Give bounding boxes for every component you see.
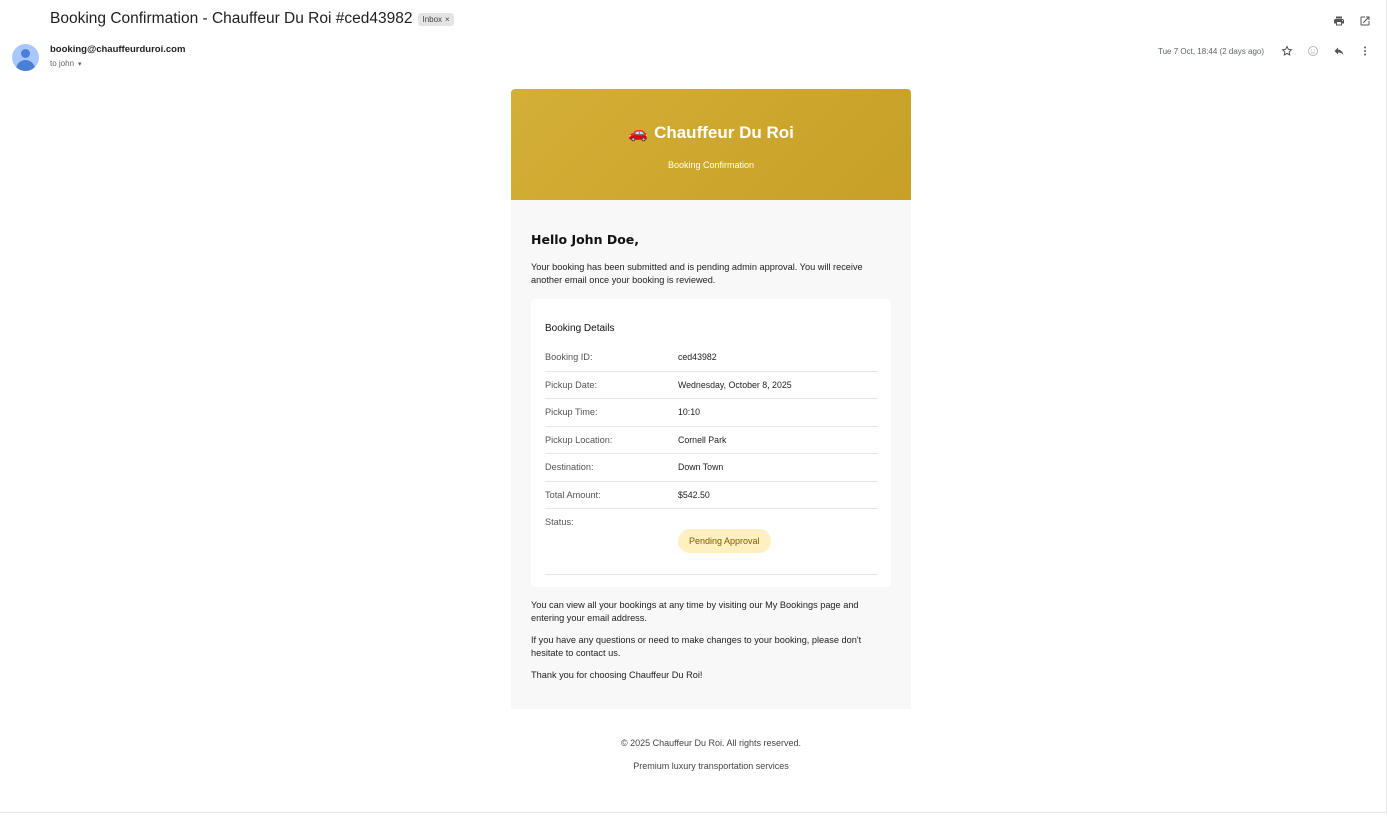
detail-row-destination: [545, 454, 878, 482]
booking-details-title: Booking Details: [545, 323, 615, 334]
emoji-icon[interactable]: [1306, 44, 1320, 58]
detail-value: ced43982: [678, 352, 717, 363]
tagline-text: Premium luxury transportation services: [633, 761, 789, 771]
open-in-new-window-icon[interactable]: [1358, 14, 1372, 28]
detail-label: Pickup Date:: [545, 379, 598, 390]
chevron-down-icon[interactable]: ▾: [78, 60, 82, 68]
recipient-text: to john: [50, 59, 75, 68]
top-actions: [1332, 14, 1372, 28]
bookings-info-paragraph: You can view all your bookings at any time by visiting our My Bookings page and entering your email address.: [531, 600, 859, 623]
detail-label: Destination:: [545, 462, 594, 473]
intro-paragraph: Your booking has been submitted and is pending admin approval. You will receive another email once your booking is reviewed.: [531, 262, 863, 285]
detail-label: Pickup Location:: [545, 434, 613, 445]
reply-icon[interactable]: [1332, 44, 1346, 58]
avatar-head: [21, 49, 30, 58]
detail-label: Pickup Time:: [545, 407, 598, 418]
detail-row-pickup-time: [545, 399, 878, 427]
brand-name: Chauffeur Du Roi: [654, 123, 794, 142]
contact-paragraph: If you have any questions or need to make changes to your booking, please don't hesitate to contact us.: [531, 635, 862, 658]
message-meta: [1158, 44, 1372, 58]
sender-email[interactable]: booking@chauffeurduroi.com: [50, 44, 186, 55]
brand-banner: [511, 89, 911, 200]
detail-value: Wednesday, October 8, 2025: [678, 379, 792, 390]
label-text: Inbox: [422, 14, 443, 24]
detail-label: Status:: [545, 517, 574, 527]
greeting: Hello John Doe,: [531, 232, 640, 247]
remove-label-icon[interactable]: ×: [445, 14, 450, 24]
detail-label: Booking ID:: [545, 352, 593, 363]
detail-value: Down Town: [678, 462, 724, 473]
detail-row-pickup-location: [545, 427, 878, 455]
booking-details-panel: [531, 299, 891, 587]
detail-row-status: [545, 509, 878, 575]
email-subject: Booking Confirmation - Chauffeur Du Roi #ced43982: [50, 10, 413, 27]
status-badge: Pending Approval: [678, 529, 771, 553]
detail-row-total-amount: [545, 482, 878, 510]
thanks-paragraph: Thank you for choosing Chauffeur Du Roi!: [531, 670, 703, 680]
recipient-row[interactable]: [50, 59, 82, 68]
car-icon: 🚗: [628, 125, 649, 142]
star-icon[interactable]: [1280, 44, 1294, 58]
email-body-card: [511, 89, 911, 709]
copyright-text: © 2025 Chauffeur Du Roi. All rights reserved.: [620, 738, 802, 748]
print-icon[interactable]: [1332, 14, 1346, 28]
email-footer: [511, 738, 911, 784]
brand-title: [511, 89, 911, 143]
detail-label: Total Amount:: [545, 489, 601, 500]
subject-row: [50, 10, 454, 28]
detail-value: Cornell Park: [678, 434, 727, 445]
detail-value: 10:10: [678, 407, 701, 418]
more-vert-icon[interactable]: [1358, 44, 1372, 58]
detail-row-booking-id: [545, 344, 878, 372]
detail-value: $542.50: [678, 489, 710, 500]
banner-subtitle: Booking Confirmation: [667, 160, 755, 170]
sender-avatar[interactable]: [12, 44, 39, 71]
inbox-label-chip[interactable]: [418, 13, 453, 26]
email-content: [511, 200, 911, 709]
email-date: Tue 7 Oct, 18:44 (2 days ago): [1158, 46, 1264, 56]
avatar-body: [16, 60, 35, 71]
detail-row-pickup-date: [545, 372, 878, 400]
